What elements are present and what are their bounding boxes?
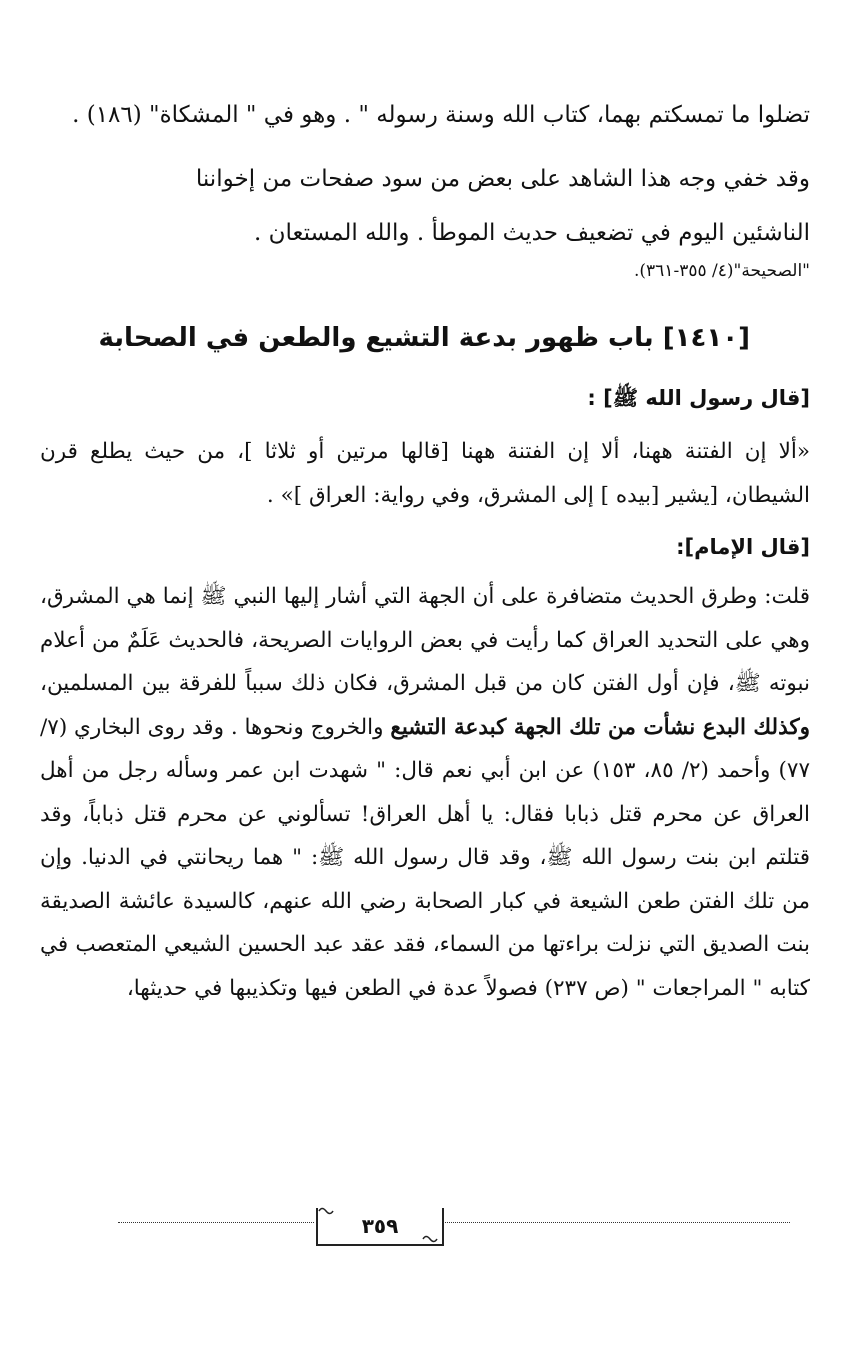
page-number: ٣٥٩ [316,1208,444,1246]
ornament-icon [318,1206,334,1216]
hadith-text: «ألا إن الفتنة ههنا، ألا إن الفتنة ههنا [قالها مرتين أو ثلاثا ]، من حيث يطلع قرن الشيطان، [يشير [بيده ] إلى المشرق، وفي رواية: العراق ]» . [40,439,810,508]
source-reference: "الصحيحة"(٤/ ٣٥٥-٣٦١). [634,261,810,281]
commentary-part-1: قلت: وطرق الحديث متضافرة على أن الجهة التي أشار إليها النبي ﷺ إنما هي المشرق، وهي على التحديد العراق كما رأيت في بعض الروايات الصريحة، فالحديث عَلَمٌ من أعلام نبوته ﷺ، فإن أول الفتن كان من قبل المشرق، فكان ذلك سبباً للفرقة بين المسلمين، [40,584,810,696]
text-line-3: الناشئين اليوم في تضعيف حديث الموطأ . والله المستعان . [253,220,810,246]
text-line-1: تضلوا ما تمسكتم بهما، كتاب الله وسنة رسوله " . وهو في " المشكاة" (١٨٦) . [72,102,810,128]
commentary-bold: وكذلك البدع نشأت من تلك الجهة كبدعة التشيع [390,714,811,740]
text-line-2: وقد خفي وجه هذا الشاهد على بعض من سود صفحات من إخواننا [195,166,810,192]
page-body [40,98,810,1010]
commentary [40,575,810,1010]
section-title: [١٤١٠] باب ظهور بدعة التشيع والطعن في الصحابة [98,323,750,353]
heading-prophet: [قال رسول الله ﷺ] : [587,386,810,410]
page-footer [118,1208,790,1248]
heading-imam: [قال الإمام]: [676,535,810,559]
commentary-part-2: والخروج ونحوها . وقد روى البخاري (٧/ ٧٧) وأحمد (٢/ ٨٥، ١٥٣) عن ابن أبي نعم قال: " شهدت ابن عمر وسأله رجل من أهل العراق عن محرم قتل ذبابا فقال: يا أهل العراق! تسألوني عن محرم قتل ذباباً، وقد قتلتم ابن بنت رسول الله ﷺ، وقد قال رسول الله ﷺ: " هما ريحانتي في الدنيا. وإن من تلك الفتن طعن الشيعة في كبار الصحابة رضي الله عنهم، كالسيدة عائشة الصديقة بنت الصديق التي نزلت براءتها من السماء، فقد عقد عبد الحسين الشيعي المتعصب في كتابه " المراجعات " (ص ٢٣٧) فصولاً عدة في الطعن فيها وتكذيبها في حديثها، [40,714,811,1001]
footer-rule-right [442,1222,790,1223]
ornament-icon [422,1234,438,1244]
footer-rule-left [118,1222,314,1223]
